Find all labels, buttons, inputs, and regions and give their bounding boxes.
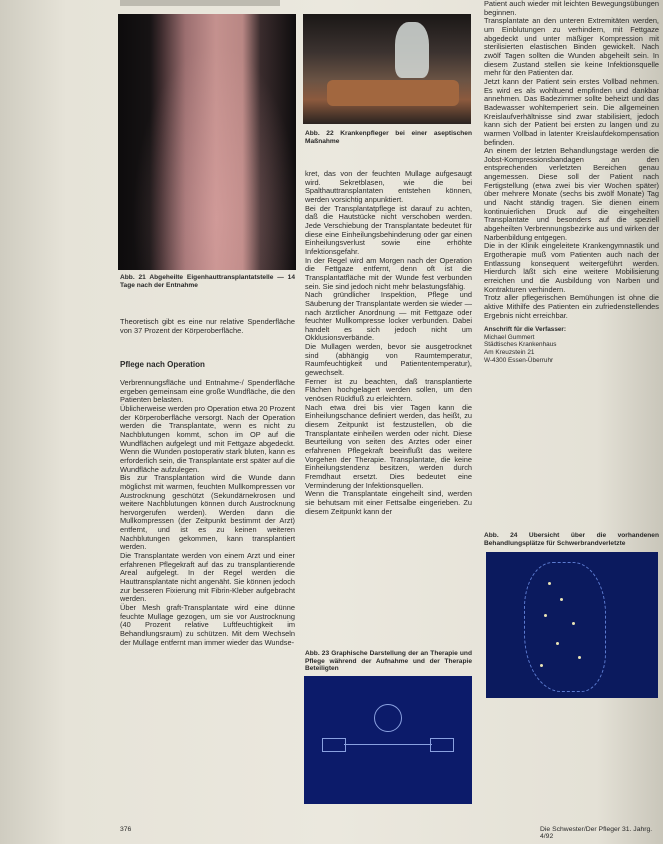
address-line: Städtisches Krankenhaus <box>484 341 557 349</box>
address-line: Am Kreuzstein 21 <box>484 349 535 357</box>
map-dot <box>540 664 543 667</box>
col2-p1: kret, das von der feuchten Mullage aufgesaugt wird. Sekretblasen, wie die bei Spalthauttransplantaten entstehen können, werden vorsichtig anpunktiert. <box>305 170 472 204</box>
nurse-photo <box>303 14 471 124</box>
top-edge-strip <box>120 0 280 6</box>
col3-p1: Patient auch wieder mit leichten Bewegungsübungen beginnen. <box>484 0 659 17</box>
diagram-box-left <box>322 738 346 752</box>
col3-p2: Transplantate an den unteren Extremitäten werden, um Einblutungen zu verhindern, mit Fettgaze abgedeckt und unter mäßiger Kompression mit sterilisierten elastischen Binden gewickelt. Nach zwölf Tagen sollten die Wunden abgeheilt sein. In diesem Zustand stellen sie keine Infektionsquelle mehr für den Patienten dar. <box>484 16 659 78</box>
column-2 <box>305 170 472 516</box>
caption-fig22: Abb. 22 Krankenpfleger bei einer aseptischen Maßnahme <box>305 130 472 145</box>
nurse-figure <box>395 22 429 78</box>
address-line: W-4300 Essen-Überruhr <box>484 356 554 364</box>
skin-graft-photo <box>118 14 296 270</box>
section-heading: Pflege nach Operation <box>120 360 205 370</box>
col1-p1: Verbrennungsfläche und Entnahme-/ Spenderfläche ergeben gemeinsam eine große Wundfläche, die den Patienten belasten. <box>120 377 295 405</box>
col1-p2: Üblicherweise werden pro Operation etwa 20 Prozent der Körperoberfläche versorgt. Nach der Operation werden die Transplantate, wenn es nicht zu Nachblutungen kommt, schon im OP auf die Wundflächen aufgelegt und mit Fettgaze abgedeckt. Wenn die Wunden postoperativ stark bluten, kann es erforderlich sein, die Transplantate erst später auf die Wundfläche aufzulegen. <box>120 403 295 474</box>
page-number: 376 <box>120 826 132 833</box>
col2-p3: In der Regel wird am Morgen nach der Operation die Fettgaze entfernt, denn oft ist die Transplantatfläche mit der Wunde fest verbunden sein. Sie sind jedoch nicht mehr belastungsfähig. <box>305 255 472 291</box>
map-outline <box>524 562 606 692</box>
col3-p4: An einem der letzten Behandlungstage werden die Jobst-Kompressionsbandagen an den entsprechenden verletzten Bereichen genau angemessen. Diese soll der Patient nach Fertigstellung (etwa zwei bis vier Wochen später) über mehrere Monate (sechs bis zwölf Monate) Tag und Nacht ständig tragen. Sie dienen einem kontinuierlichen Druck auf die eingeheilten Transplantate und besonders auf die speziell abgeheilten Verbrennungsbezirke aus und wirken der Narbenbildung entgegen. <box>484 146 659 242</box>
diagram-crossbar <box>344 744 432 745</box>
caption-fig23: Abb. 23 Graphische Darstellung der an Therapie und Pflege während der Aufnahme und der Therapie Beteiligten <box>305 650 472 673</box>
map-dot <box>544 614 547 617</box>
col1-p3: Bis zur Transplantation wird die Wunde dann möglichst mit warmen, feuchten Mullkompressen vor Austrocknung geschützt (Sekundärnekrosen und weitere Nachblutungen können durch Austrocknung hervorgerufen werden). Werden dann die Mullkompressen (der Zeitpunkt bestimmt der Arzt) entfernt, und ist es zu keinen weiteren Nachblutungen gekommen, kann transplantiert werden. <box>120 473 295 552</box>
map-dot <box>560 598 563 601</box>
col3-p3: Jetzt kann der Patient sein erstes Vollbad nehmen. Es wird es als wohltuend empfinden und dankbar annehmen. Das Badezimmer sollte beheizt und das Badewasser wohltemperiert sein. Die allgemeinen Kreislaufverhältnisse sind zwar stabilisiert, jedoch kann sich der Patient bei ersten zu langen und zu warmen Vollbad in latenter Kreislaufdekompensation befinden. <box>484 76 659 147</box>
diagram-head-circle <box>374 704 402 732</box>
col1-p5: Über Mesh graft-Transplantate wird eine dünne feuchte Mullage gezogen, um sie vor Austrocknung (40 Prozent relative Luftfeuchtigkeit im Behandlungsraum) zu schützen. Mit dem Wechseln der Mullage entfernt man immer wieder das Wundse- <box>120 603 295 647</box>
col2-p7: Nach etwa drei bis vier Tagen kann die Einheilungschance definiert werden, das heißt, zu diesem Zeitpunkt ist festzustellen, ob die Transplantate einheilen werden oder nicht. Diese Beurteilung von seiten des Arztes oder einer erfahrenen Pflegekraft beeinflußt das weitere Vorgehen der Therapie. Transplantate, die keine Einheilungstendenz besitzen, werden durch Fremdhaut ersetzt. Dies bedeutet eine Verminderung der Infektionsquellen. <box>305 402 472 490</box>
germany-map <box>486 552 658 698</box>
col1-p4: Die Transplantate werden von einem Arzt und einer erfahrenen Pflegekraft auf das zu transplantierende Areal aufgelegt. In der Regel werden die Hauttransplantate nicht angenäht. Sie können jedoch zur besseren Fixierung mit Fibrin-Kleber aufgebracht werden. <box>120 551 295 604</box>
author-address <box>484 326 659 364</box>
diagram-box-right <box>430 738 454 752</box>
col2-p5: Die Mullagen werden, bevor sie ausgetrocknet sind (abhängig von Raumtemperatur, Raumfeuchtigkeit und Patiententemperatur), gewechselt. <box>305 342 472 378</box>
patient-bed <box>327 80 459 106</box>
col3-p5: Die in der Klinik eingeleitete Krankengymnastik und Ergotherapie muß vom Patienten auch nach der Entlassung konsequent weitergeführt werden. Hierdurch läßt sich eine weitere Mobilisierung erreichen und die Ausbildung von Narben und Kontrakturen verhindern. <box>484 241 659 294</box>
col2-p2: Bei der Transplantatpflege ist darauf zu achten, daß die Hautstücke nicht verschoben werden. Jede Verschiebung der Transplantate bedeutet für diese eine Einheilungsbehinderung oder gar einen Einheilungsverlust sowie eine erhöhte Infektionsgefahr. <box>305 203 472 256</box>
col2-p6: Ferner ist zu beachten, daß transplantierte Flächen hochgelagert werden sollen, um den venösen Rückfluß zu erleichtern. <box>305 376 472 404</box>
col3-p6: Trotz aller pflegerischen Bemühungen ist ohne die aktive Mithilfe des Patienten ein zufriedenstellendes Ergebnis nicht erreichbar. <box>484 293 659 320</box>
map-dot <box>556 642 559 645</box>
map-dot <box>548 582 551 585</box>
col2-p8: Wenn die Transplantate eingeheilt sind, werden sie behutsam mit einer Fettsalbe eingerieben. Zu diesem Zeitpunkt kann der <box>305 489 472 516</box>
map-dot <box>578 656 581 659</box>
address-line: Michael Gummert <box>484 333 535 341</box>
care-team-diagram <box>304 676 472 804</box>
caption-fig21: Abb. 21 Abgeheilte Eigenhauttransplantatstelle — 14 Tage nach der Entnahme <box>120 274 295 289</box>
address-title: Anschrift für die Verfasser: <box>484 326 567 334</box>
column-1 <box>120 318 295 647</box>
column-3 <box>484 0 659 364</box>
caption-fig24: Abb. 24 Übersicht über die vorhandenen Behandlungsplätze für Schwerbrandverletzte <box>484 532 659 547</box>
col1-intro: Theoretisch gibt es eine nur relative Spenderfläche von 37 Prozent der Körperoberfläche. <box>120 318 295 335</box>
col2-p4: Nach gründlicher Inspektion, Pflege und Säuberung der Transplantate werden sie wieder — nach ärztlicher Anordnung — mit Fettgaze oder feuchter Mullkompresse locker verbunden. Dabei handelt es sich jedoch nicht um Okklusionsverbände. <box>305 290 472 343</box>
journal-footer: Die Schwester/Der Pfleger 31. Jahrg. 4/92 <box>540 826 653 840</box>
map-dot <box>572 622 575 625</box>
